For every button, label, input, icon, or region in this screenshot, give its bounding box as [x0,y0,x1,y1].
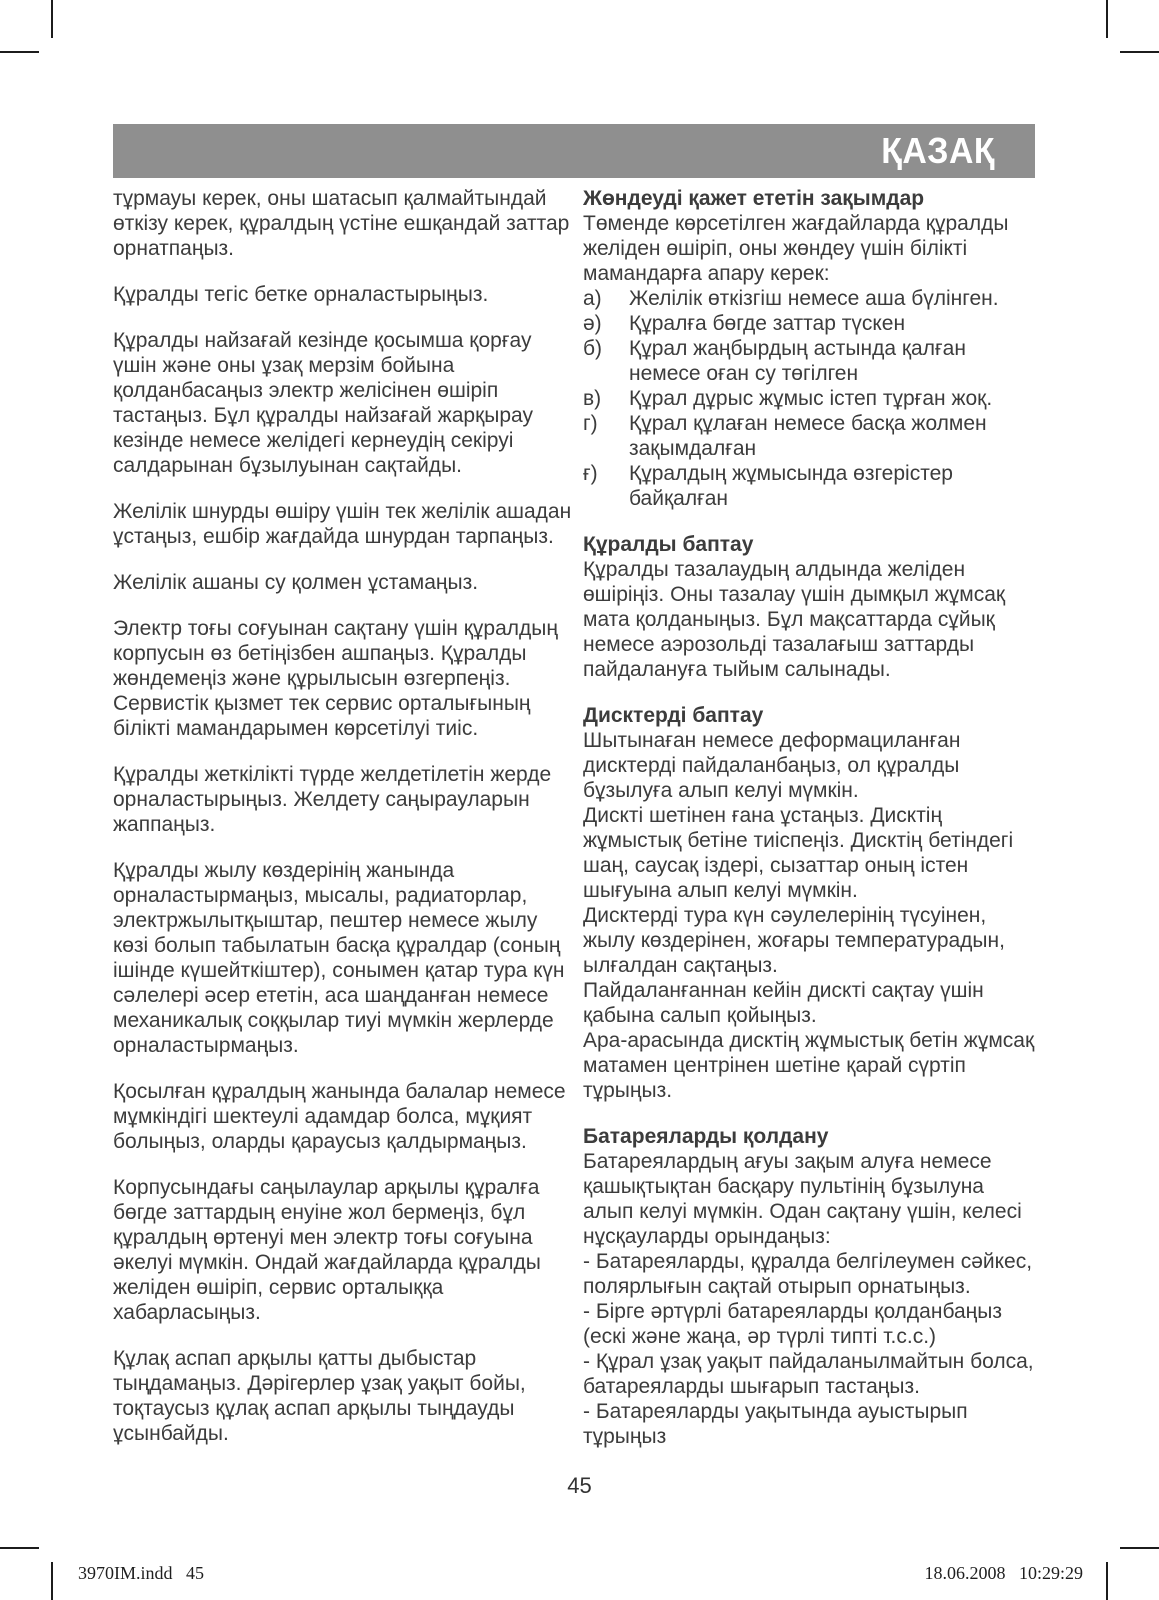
section-paragraph: - Батареяларды уақытында ауыстырып тұрыңыз [583,1400,968,1448]
list-item-text: Құралға бөгде заттар түскен [629,312,906,335]
list-item-marker: в) [583,387,602,410]
safety-paragraph: Құлақ аспап арқылы қатты дыбыстар тыңдамаңыз. Дәрігерлер ұзақ уақыт бойы, тоқтаусыз құлақ аспап арқылы тыңдауды ұсынбайды. [113,1347,526,1445]
section-paragraph: Пайдаланғаннан кейін дискті сақтау үшін қабына салып қойыңыз. [583,979,984,1027]
safety-paragraph: Құралды жеткілікті түрде желдетілетін жерде орналастырыңыз. Желдету саңырауларын жаппаңыз. [113,763,552,836]
list-item-text: Құралдың жұмысында өзгерістер байқалған [629,462,953,510]
section-heading: Батареяларды қолдану [583,1125,829,1148]
section-heading: Жөндеуді қажет ететін зақымдар [583,187,925,210]
crop-mark-top-left-vertical [51,0,53,38]
section-paragraph: Ара-арасында дисктің жұмыстық бетін жұмсақ матамен центрінен шетіне қарай сүртіп тұрыңыз. [583,1029,1035,1102]
crop-mark-top-left-horizontal [0,51,39,53]
safety-paragraph: Желілік ашаны су қолмен ұстамаңыз. [113,571,479,594]
right-text-column [583,186,1035,1449]
list-item [583,461,1035,511]
section-paragraph: Құралды тазалаудың алдында желіден өшіріңіз. Оны тазалау үшін дымқыл жұмсақ мата қолданыңыз. Бұл мақсаттарда сұйық немесе аэрозольді тазалағыш заттарды пайдалануға тыйым салынады. [583,558,1006,681]
section-paragraph: Төменде көрсетілген жағдайларда құралды желіден өшіріп, оны жөндеу үшін білікті мамандарға апару керек: [583,212,1009,285]
page-number: 45 [567,1473,592,1498]
list-item [583,286,1035,311]
safety-paragraph: Құралды жылу көздерінің жанында орналастырмаңыз, мысалы, радиаторлар, электржылытқыштар, пештер немесе жылу көзі болып табылатын басқа құралдар (соның ішінде күшейткіштер), сонымен қатар тура күн сәлелері әсер ететін, аса шаңданған немесе механикалық соққылар тиуі мүмкін жерлерде орналастырмаңыз. [113,859,565,1057]
section-paragraphs [583,1149,1035,1449]
section-paragraph: Батареялардың ағуы зақым алуға немесе қашықтықтан басқару пультінің бұзылуна алып келуі мүмкін. Одан сақтану үшін, келесі нұсқауларды орындаңыз: [583,1150,1022,1248]
crop-mark-bottom-left-horizontal [0,1547,39,1549]
safety-paragraph: тұрмауы керек, оны шатасып қалмайтындай өткізу керек, құралдың үстіне ешқандай заттар орнатпаңыз. [113,187,570,260]
manual-section [583,532,1035,682]
list-item-marker: ә) [583,312,602,335]
section-paragraphs [583,728,1035,1103]
section-heading: Құралды баптау [583,533,754,556]
safety-paragraph: Корпусындағы саңылаулар арқылы құралға бөгде заттардың енуіне жол бермеңіз, бұл құралдың өртенуі мен электр тоғы соғуына әкелуі мүмкін. Ондай жағдайларда құралды желіден өшіріп, сервис орталыққа хабарласыңыз. [113,1176,541,1324]
list-item [583,386,1035,411]
section-paragraph: Шытынаған немесе деформациланған дисктерді пайдаланбаңыз, ол құралды бұзылуға алып келуі мүмкін. [583,729,961,802]
section-paragraphs [583,211,1035,286]
list-item-marker: а) [583,287,602,310]
imposition-footer-timestamp: 18.06.2008 10:29:29 [924,1563,1083,1583]
list-item-marker: г) [583,412,598,435]
manual-section [583,1124,1035,1449]
crop-mark-bottom-left-vertical [51,1562,53,1600]
crop-mark-bottom-right-vertical [1106,1562,1108,1600]
list-item [583,311,1035,336]
crop-mark-bottom-right-horizontal [1120,1547,1159,1549]
list-item-marker: ғ) [583,462,598,485]
crop-mark-top-right-horizontal [1120,51,1159,53]
section-paragraph: - Бірге әртүрлі батареяларды қолданбаңыз (ескі және жаңа, әр түрлі типті т.с.с.) [583,1300,1002,1348]
section-paragraph: - Құрал ұзақ уақыт пайдаланылмайтын болса, батареяларды шығарып тастаңыз. [583,1350,1034,1398]
safety-paragraph: Желілік шнурды өшіру үшін тек желілік ашадан ұстаңыз, ешбір жағдайда шнурдан тарпаңыз. [113,500,572,548]
list-item-text: Құрал құлаған немесе басқа жолмен зақымдалған [629,412,987,460]
crop-mark-top-right-vertical [1106,0,1108,38]
language-header-bar [113,124,1035,178]
section-heading: Дисктерді баптау [583,704,764,727]
section-paragraph: - Батареяларды, құралда белгілеумен сәйкес, полярлығын сақтай отырып орнатыңыз. [583,1250,1033,1298]
list-item-marker: б) [583,337,603,360]
safety-paragraph: Электр тоғы соғуынан сақтану үшін құралдың корпусын өз бетіңізбен ашпаңыз. Құралды жөндемеңіз және құрылысын өзгерпеңіз. Сервистік қызмет тек сервис орталығының білікті мамандарымен көрсетілуі тиіс. [113,617,558,740]
safety-paragraph: Қосылған құралдың жанында балалар немесе мұмкіндігі шектеулі адамдар болса, мұқият болыңыз, оларды қараусыз қалдырмаңыз. [113,1080,566,1153]
list-item [583,411,1035,461]
safety-paragraph: Құралды тегіс бетке орналастырыңыз. [113,283,489,306]
section-paragraph: Дискті шетінен ғана ұстаңыз. Дисктің жұмыстық бетіне тиіспеңіз. Дисктің бетіндегі шаң, саусақ іздері, сызаттар оның істен шығуына алып келуі мүмкін. [583,804,1014,902]
imposition-footer-filename: 3970IM.indd 45 [78,1563,204,1583]
manual-section [583,186,1035,511]
damage-cases-list [583,286,1035,511]
left-text-column [113,186,575,1446]
language-title: ҚАЗАҚ [881,130,995,171]
safety-paragraph: Құралды найзағай кезінде қосымша қорғау үшін және оны ұзақ мерзім бойына қолданбасаңыз электр желісінен өшіріп тастаңыз. Бұл құралды найзағай жарқырау кезінде немесе желідегі кернеудің секіруі салдарынан бұзылуынан сақтайды. [113,329,533,477]
manual-section [583,703,1035,1103]
list-item [583,336,1035,386]
list-item-text: Құрал дұрыс жұмыс істеп тұрған жоқ. [629,387,993,410]
section-paragraph: Дисктерді тура күн сәулелерінің түсуінен, жылу көздерінен, жоғары температурадын, ылғалдан сақтаңыз. [583,904,1005,977]
list-item-text: Желілік өткізгіш немесе аша бүлінген. [629,287,999,310]
section-paragraphs [583,557,1035,682]
list-item-text: Құрал жаңбырдың астында қалған немесе оған су төгілген [629,337,966,385]
